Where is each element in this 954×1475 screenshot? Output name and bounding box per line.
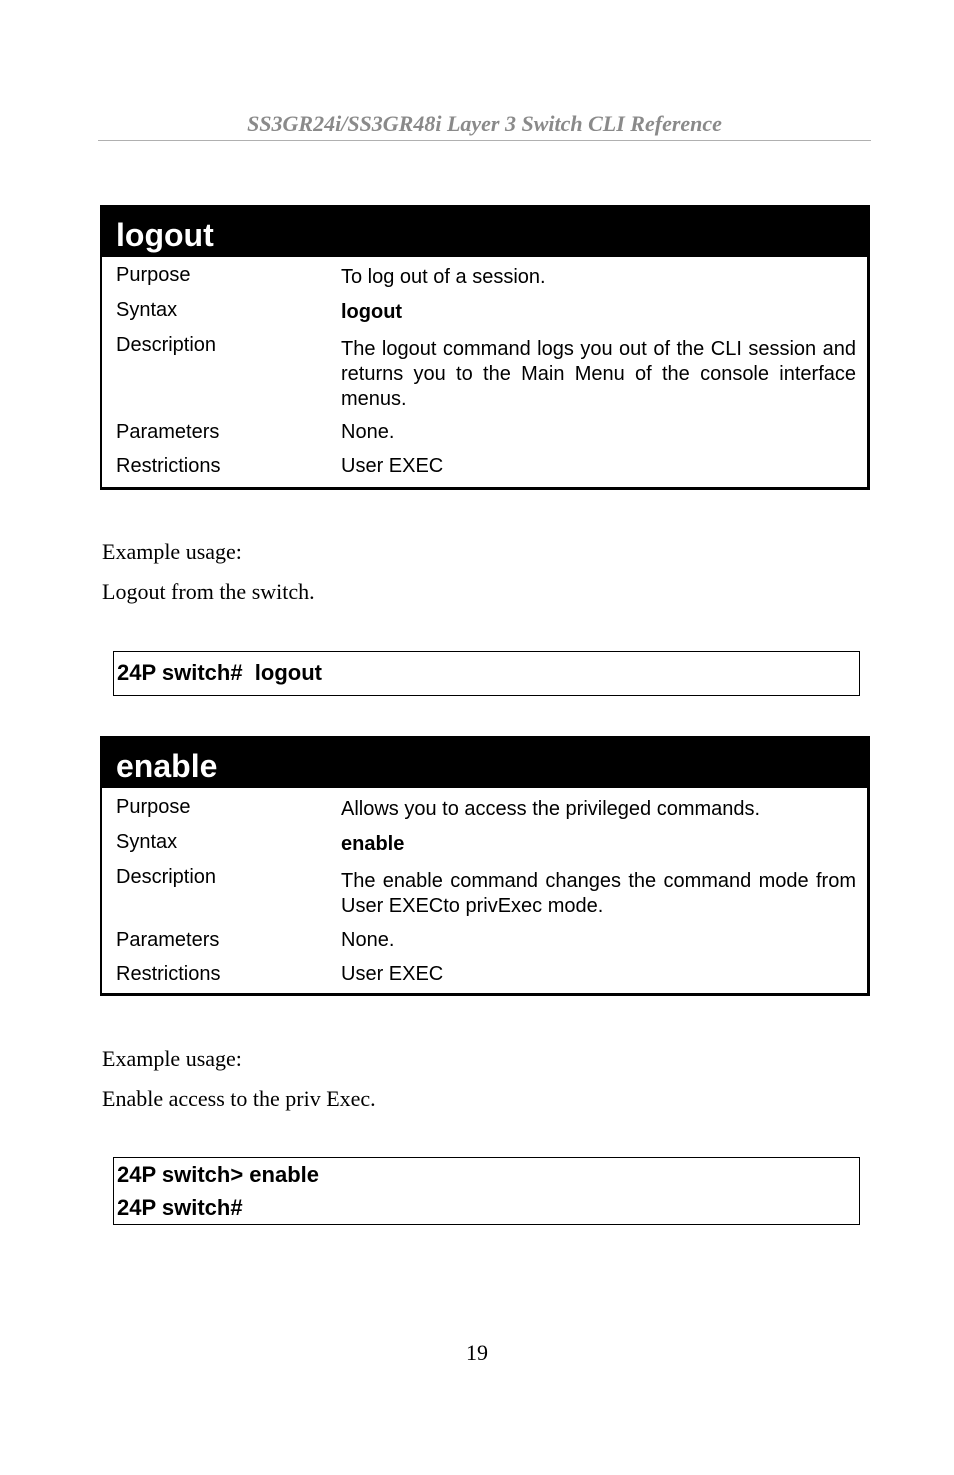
restrictions-row — [102, 454, 867, 479]
purpose-value: To log out of a session. — [341, 266, 546, 288]
example-code-box — [113, 651, 860, 696]
syntax-label: Syntax — [116, 831, 178, 853]
syntax-value: logout — [341, 301, 403, 323]
parameters-label: Parameters — [116, 421, 220, 443]
example-description: Enable access to the priv Exec. — [102, 1086, 376, 1111]
restrictions-label: Restrictions — [116, 963, 221, 985]
description-row — [102, 333, 867, 412]
purpose-row — [102, 795, 867, 822]
command-title: logout — [102, 207, 867, 257]
parameters-label: Parameters — [116, 929, 220, 951]
purpose-value: Allows you to access the privileged commands. — [341, 798, 761, 820]
purpose-label: Purpose — [116, 264, 191, 286]
example-code-box — [113, 1157, 860, 1225]
page-header: SS3GR24i/SS3GR48i Layer 3 Switch CLI Reference — [98, 110, 871, 141]
code-line: 24P switch# — [117, 1195, 243, 1220]
example-usage-label: Example usage: — [102, 539, 242, 564]
syntax-row — [102, 830, 867, 857]
restrictions-value: User EXEC — [341, 963, 444, 985]
command-table-enable — [100, 736, 870, 996]
description-label: Description — [116, 334, 217, 356]
page-number: 19 — [466, 1340, 488, 1365]
parameters-row — [102, 420, 867, 445]
parameters-value: None. — [341, 421, 395, 443]
parameters-value: None. — [341, 929, 395, 951]
parameters-row — [102, 928, 867, 953]
syntax-label: Syntax — [116, 299, 178, 321]
description-row — [102, 865, 867, 919]
purpose-row — [102, 263, 867, 290]
code-line: 24P switch# logout — [117, 660, 322, 685]
code-line: 24P switch> enable — [117, 1162, 319, 1187]
command-table-logout — [100, 205, 870, 490]
example-usage-label: Example usage: — [102, 1046, 242, 1071]
description-value: The enable command changes the command mode from User EXECto privExec mode. — [341, 870, 856, 917]
restrictions-row — [102, 962, 867, 987]
syntax-value: enable — [341, 833, 405, 855]
purpose-label: Purpose — [116, 796, 191, 818]
description-label: Description — [116, 866, 217, 888]
restrictions-label: Restrictions — [116, 455, 221, 477]
description-value: The logout command logs you out of the CLI session and returns you to the Main Menu of the console interface menus. — [341, 338, 856, 410]
command-title: enable — [102, 738, 867, 788]
restrictions-value: User EXEC — [341, 455, 444, 477]
example-description: Logout from the switch. — [102, 579, 315, 604]
syntax-row — [102, 298, 867, 325]
